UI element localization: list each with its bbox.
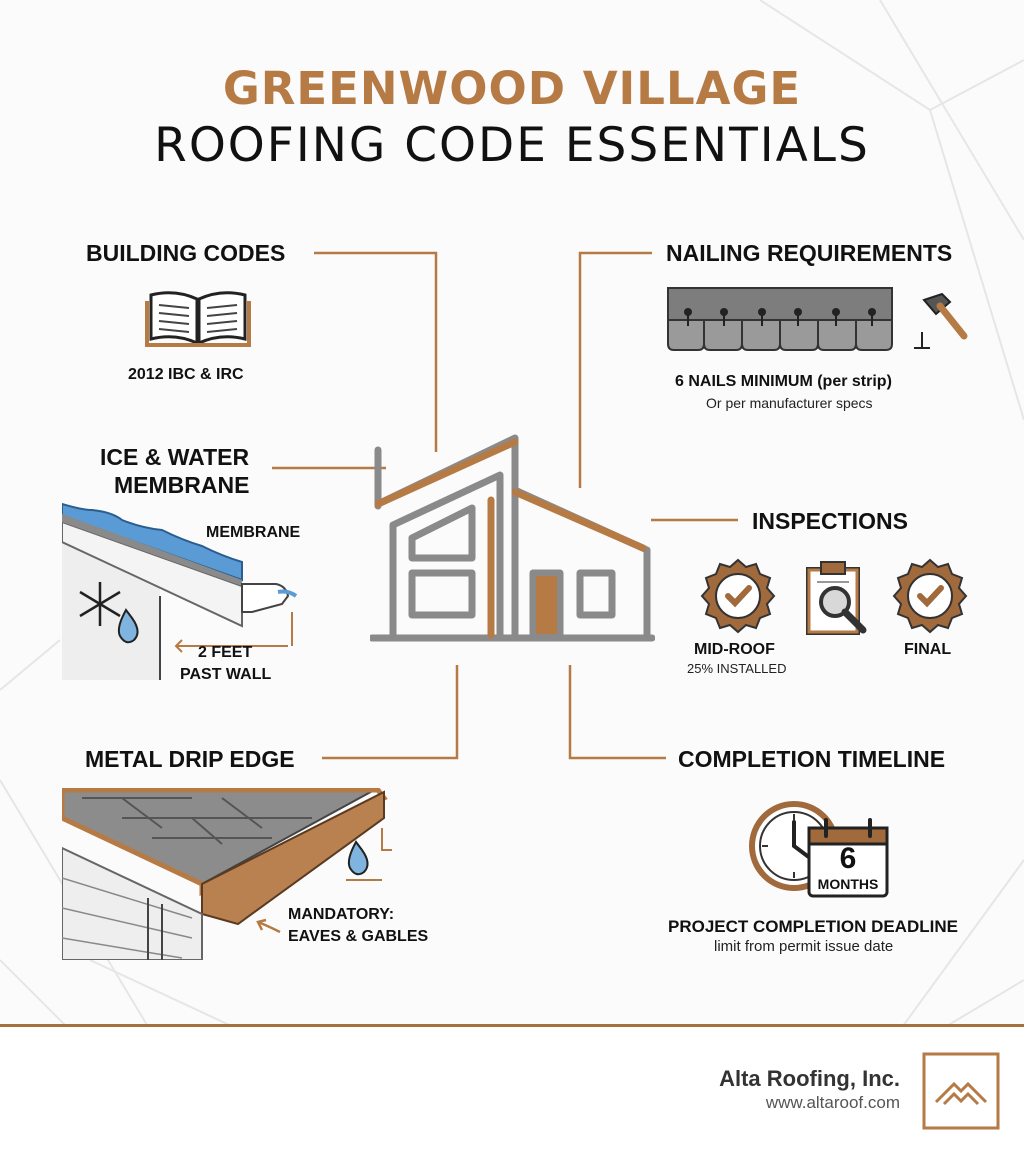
nailing-note: Or per manufacturer specs (706, 395, 873, 411)
drip-edge-heading: METAL DRIP EDGE (85, 746, 295, 772)
water-drop-icon (349, 842, 368, 874)
timeline-heading: COMPLETION TIMELINE (678, 746, 946, 772)
calendar-unit: MONTHS (817, 876, 879, 892)
company-website[interactable]: www.altaroof.com (765, 1093, 900, 1112)
timeline-caption: PROJECT COMPLETION DEADLINE (668, 917, 958, 936)
title-line-1: GREENWOOD VILLAGE (222, 62, 802, 115)
inspections-heading: INSPECTIONS (752, 508, 908, 534)
distance-line1: 2 FEET (198, 644, 253, 661)
roof-logo-icon (922, 1052, 1000, 1130)
building-codes-caption: 2012 IBC & IRC (128, 366, 244, 383)
drip-edge-note-line1: MANDATORY: (288, 906, 395, 923)
house-icon (370, 430, 655, 645)
nailing-caption: 6 NAILS MINIMUM (per strip) (675, 373, 892, 390)
inspection-final-label: FINAL (904, 641, 952, 658)
check-badge-icon (700, 558, 776, 634)
ice-water-heading-line1: ICE & WATER (100, 444, 250, 470)
drip-edge-note-line2: EAVES & GABLES (288, 928, 429, 945)
check-badge-icon (892, 558, 968, 634)
timeline-note: limit from permit issue date (714, 938, 894, 955)
clipboard-magnifier-icon (803, 560, 873, 636)
nailing-heading: NAILING REQUIREMENTS (666, 240, 953, 266)
inspection-mid-note: 25% INSTALLED (687, 661, 787, 676)
hammer-icon (906, 292, 970, 352)
distance-line2: PAST WALL (180, 666, 272, 683)
company-name: Alta Roofing, Inc. (719, 1066, 900, 1091)
inspection-mid-label: MID-ROOF (694, 641, 775, 658)
calendar-number: 6 (839, 842, 857, 875)
title-line-2: ROOFING CODE ESSENTIALS (154, 118, 870, 173)
ice-water-heading-line2: MEMBRANE (114, 472, 250, 498)
building-codes-heading: BUILDING CODES (86, 240, 286, 266)
membrane-label: MEMBRANE (206, 524, 301, 541)
open-book-icon (145, 279, 251, 347)
shingle-strip-icon (666, 286, 894, 354)
